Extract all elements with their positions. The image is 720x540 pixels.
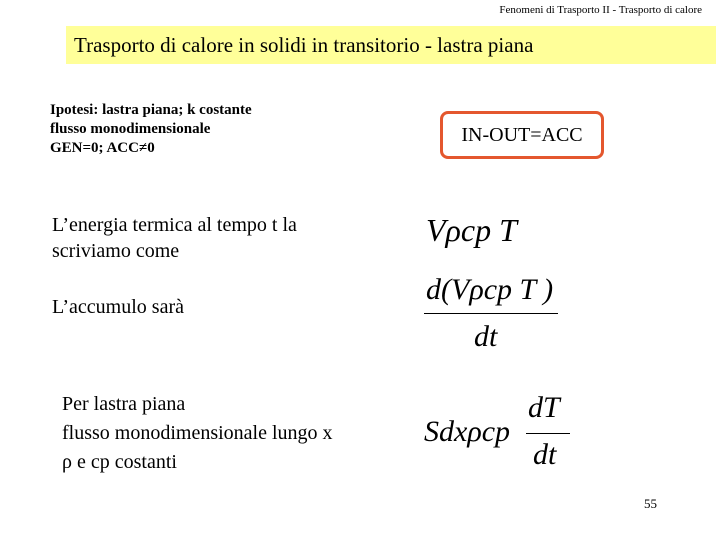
slide-title: Trasporto di calore in solidi in transitorio - lastra piana (74, 33, 534, 57)
hypothesis-line: GEN=0; ACC≠0 (50, 140, 155, 156)
paragraph-line: scriviamo come (52, 240, 180, 262)
page-number: 55 (644, 496, 657, 511)
slab-formula-left: Sdxρcp (424, 415, 511, 448)
energy-paragraph (52, 212, 297, 264)
hypothesis-line: flusso monodimensionale (50, 121, 211, 137)
paragraph-line: ρ e cp costanti (62, 451, 177, 473)
title-bar (66, 26, 716, 64)
paragraph-line: L’energia termica al tempo t la (52, 214, 297, 236)
paragraph-line: flusso monodimensionale lungo x (62, 422, 333, 444)
slab-paragraph (62, 390, 333, 477)
fraction-bar (526, 433, 570, 434)
accumulation-text: L’accumulo sarà (52, 296, 184, 318)
accumulation-numerator: d(Vρcp T ) (426, 273, 554, 306)
slab-formula-denominator: dt (533, 438, 557, 471)
paragraph-line: Per lastra piana (62, 393, 186, 415)
slab-formula-numerator: dT (528, 391, 560, 424)
hypotheses-block (50, 101, 252, 158)
energy-balance-box (440, 111, 604, 159)
energy-formula: Vρcp T (426, 212, 517, 248)
slide-header: Fenomeni di Trasporto II - Trasporto di calore (499, 4, 702, 16)
energy-balance-text: IN-OUT=ACC (461, 124, 583, 146)
hypothesis-line: Ipotesi: lastra piana; k costante (50, 102, 252, 118)
accumulation-denominator: dt (474, 320, 498, 353)
fraction-bar (424, 313, 558, 314)
